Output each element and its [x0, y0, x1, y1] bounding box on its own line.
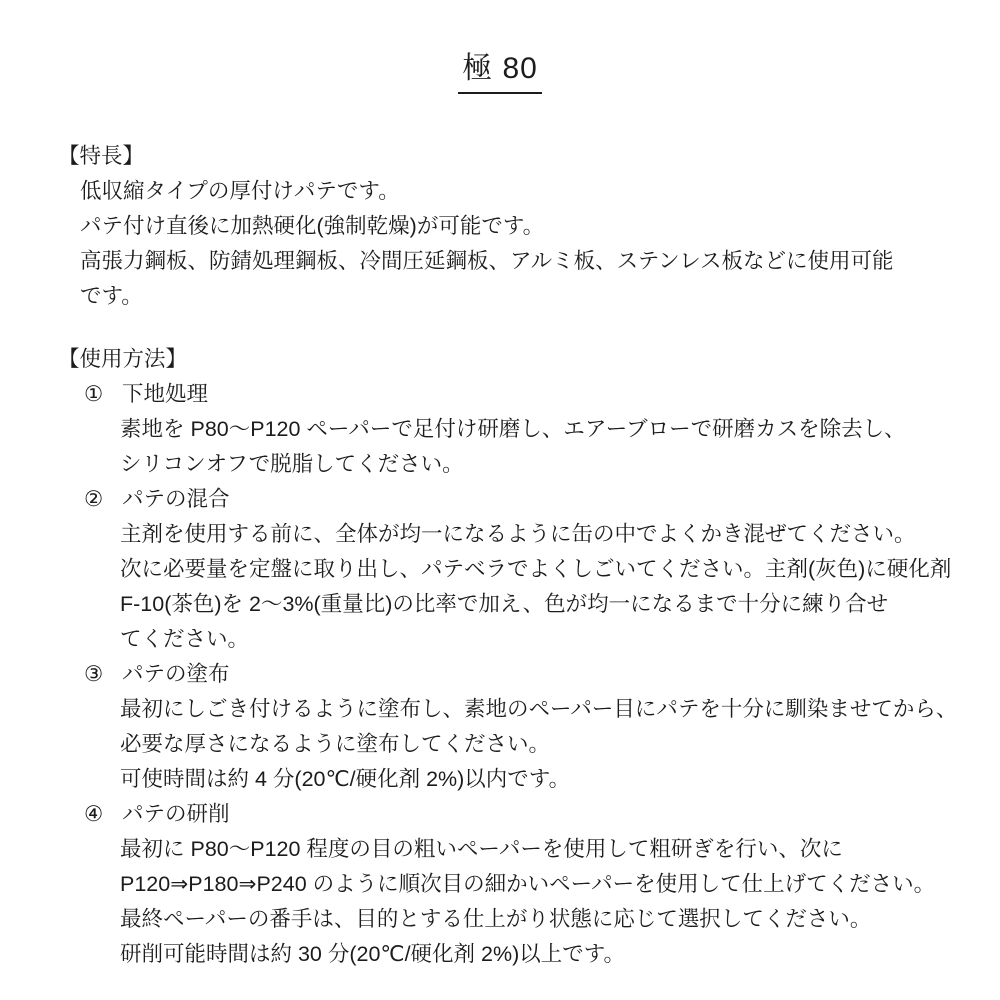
step-line: てください。: [120, 627, 250, 651]
step-heading: [0, 377, 1000, 412]
step-line: 最初に P80～P120 程度の目の粗いペーパーを使用して粗研ぎを行い、次に: [120, 837, 843, 861]
step-line: 最初にしごき付けるように塗布し、素地のペーパー目にパテを十分に馴染ませてから、: [120, 697, 958, 721]
features-heading: 【特長】: [58, 144, 145, 168]
usage-heading: 【使用方法】: [58, 347, 188, 371]
feature-line: です。: [80, 284, 143, 308]
step-title: パテの研削: [122, 802, 230, 826]
step-heading: [0, 482, 1000, 517]
step-title: パテの混合: [122, 487, 230, 511]
step-title: パテの塗布: [122, 662, 230, 686]
step-line: 研削可能時間は約 30 分(20℃/硬化剤 2%)以上です。: [120, 942, 626, 966]
step-line: 必要な厚さになるように塗布してください。: [120, 732, 551, 756]
features-section: [0, 139, 1000, 314]
step-line: 素地を P80～P120 ペーパーで足付け研磨し、エアーブローで研磨カスを除去し、: [120, 417, 906, 441]
step-line: 可使時間は約 4 分(20℃/硬化剤 2%)以内です。: [120, 767, 571, 791]
usage-section: [0, 342, 1000, 972]
step-number: ③: [84, 662, 104, 686]
step-number: ①: [84, 382, 104, 406]
page-title-row: [0, 50, 1000, 94]
step-line: 次に必要量を定盤に取り出し、パテベラでよくしごいてください。主剤(灰色)に硬化剤: [120, 557, 952, 581]
feature-line: 低収縮タイプの厚付けパテです。: [80, 179, 400, 203]
usage-step-3: [0, 657, 1000, 797]
step-number: ②: [84, 487, 104, 511]
step-title: 下地処理: [122, 382, 209, 406]
page-title: 極 80: [458, 50, 542, 94]
step-number: ④: [84, 802, 104, 826]
usage-step-4: [0, 797, 1000, 972]
feature-line: 高張力鋼板、防錆処理鋼板、冷間圧延鋼板、アルミ板、ステンレス板などに使用可能: [80, 249, 894, 273]
step-heading: [0, 657, 1000, 692]
step-heading: [0, 797, 1000, 832]
usage-step-1: [0, 377, 1000, 482]
feature-line: パテ付け直後に加熱硬化(強制乾燥)が可能です。: [80, 214, 545, 238]
step-line: 主剤を使用する前に、全体が均一になるように缶の中でよくかき混ぜてください。: [120, 522, 916, 546]
step-line: シリコンオフで脱脂してください。: [120, 452, 464, 476]
step-line: F-10(茶色)を 2～3%(重量比)の比率で加え、色が均一になるまで十分に練り合せ: [120, 592, 889, 616]
step-line: P120⇒P180⇒P240 のように順次目の細かいペーパーを使用して仕上げてください。: [120, 872, 936, 896]
step-line: 最終ペーパーの番手は、目的とする仕上がり状態に応じて選択してください。: [120, 907, 872, 931]
usage-step-2: [0, 482, 1000, 657]
